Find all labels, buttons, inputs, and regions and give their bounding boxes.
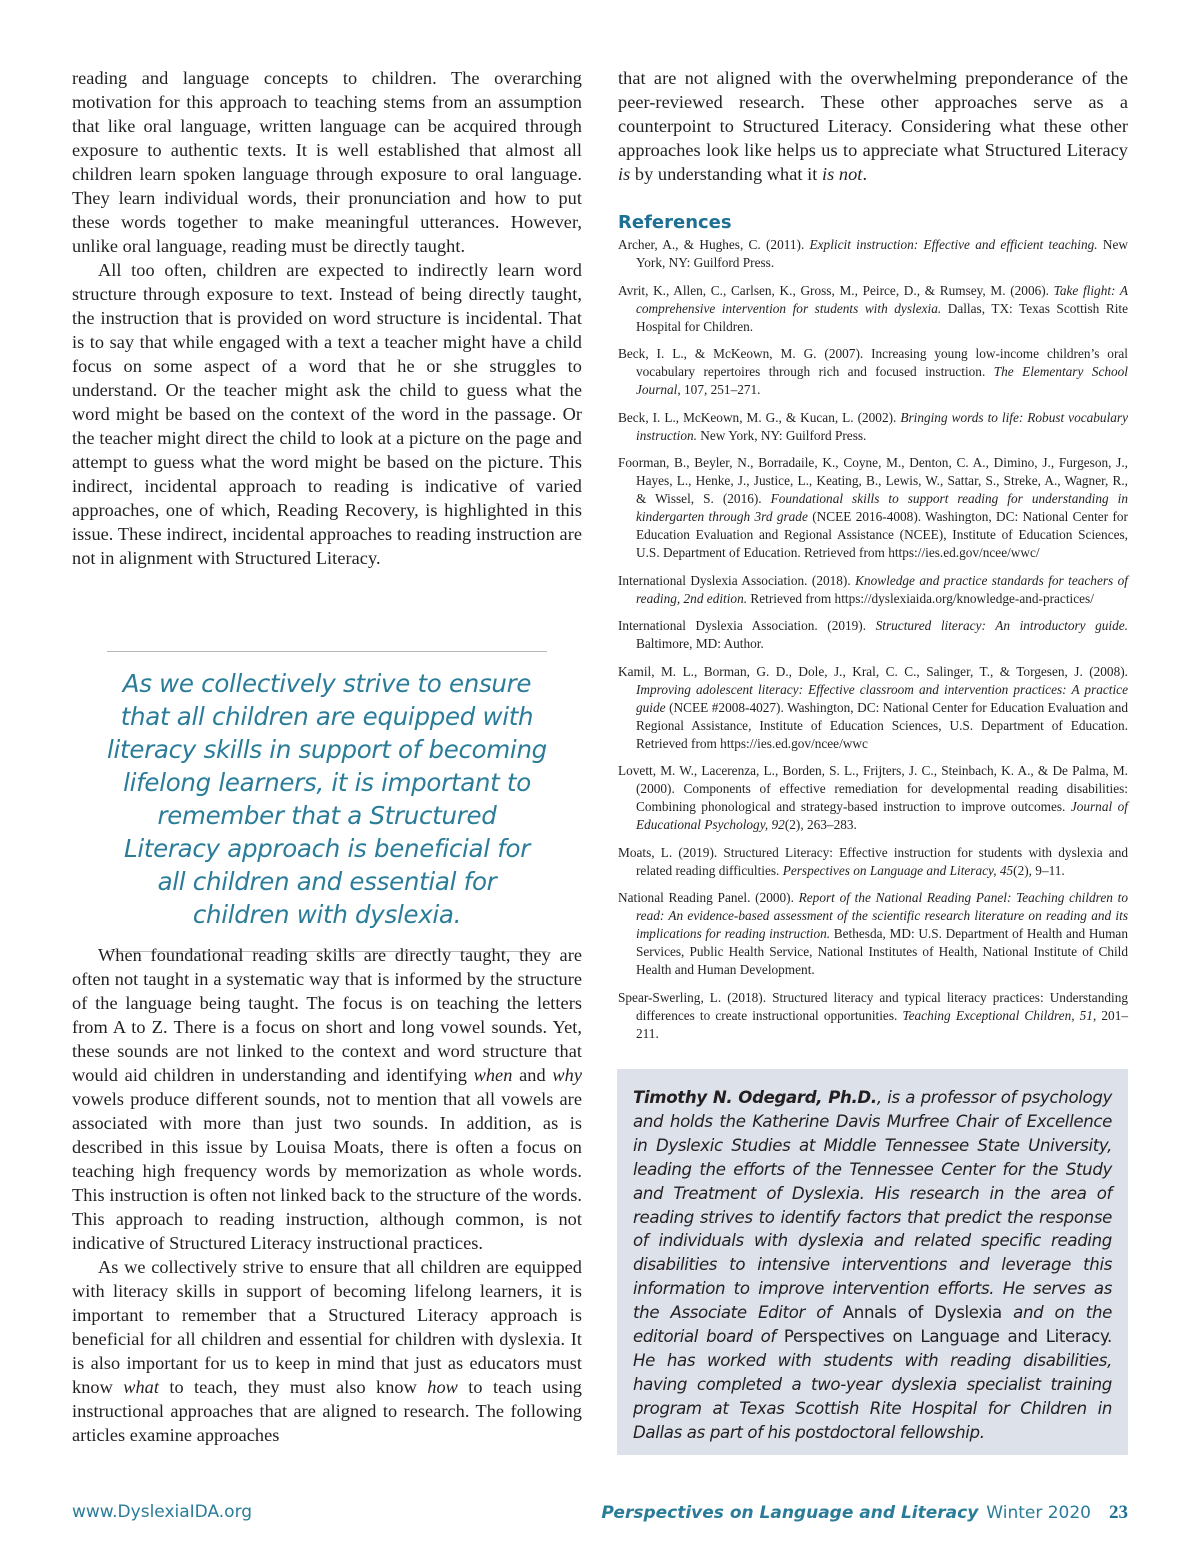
left-column [72,66,582,570]
pull-quote [107,651,547,952]
references-list [618,236,1128,1052]
footer-journal-title: Perspectives on Language and Literacy [601,1503,979,1523]
footer-website: www.DyslexiaIDA.org [72,1502,253,1522]
reference-entry: International Dyslexia Association. (2019). Structured literacy: An introductory guide. Baltimore, MD: Author. [618,618,1128,651]
reference-entry: Spear-Swerling, L. (2018). Structured literacy and typical literacy practices: Understanding differences to create instructional opportunities. Teaching Exceptional Children, 51, 201–211. [618,989,1129,1041]
reference-entry: Beck, I. L., & McKeown, M. G. (2007). Increasing young low-income children’s oral vocabulary repertoires through rich and focused instruction. The Elementary School Journal, 107, 251–271. [618,346,1129,397]
footer-info [601,1502,1128,1524]
left-column-lower [72,943,582,1447]
reference-entry: Kamil, M. L., Borman, G. D., Dole, J., Kral, C. C., Salinger, T., & Torgesen, J. (2008). Improving adolescent literacy: Effective classroom and intervention practices: A practice guide (NCEE #2008-4027). Washington, DC: National Center for Education Evaluation and Regional Assistance, Institute of Education Sciences, U.S. Department of Education. Retrieved from https://ies.ed.gov/ncee/wwc [618,663,1128,751]
body-paragraph: that are not aligned with the overwhelming preponderance of the peer-reviewed research. These other approaches serve as a counterpoint to Structured Literacy. Considering what these other approaches look like helps us to appreciate what Structured Literacy is by understanding what it is not. [618,68,1128,184]
body-paragraph: As we collectively strive to ensure that all children are equipped with literacy skills in support of becoming lifelong learners, it is important to remember that a Structured Literacy approach is beneficial for all children and essential for children with dyslexia. It is also important for us to keep in mind that just as educators must know what to teach, they must also know how to teach using instructional approaches that are aligned to research. The following articles examine approaches [72,1257,582,1445]
body-paragraph: All too often, children are expected to indirectly learn word structure through exposure to text. Instead of being directly taught, the instruction that is provided on word structure is incidental. That is to say that while engaged with a text a teacher might have a child focus on some aspect of a word that he or she struggles to understand. Or the teacher might ask the child to guess what the word might be based on the context of the word in the passage. Or the teacher might direct the child to look at a picture on the page and attempt to guess what the word might be based on the picture. This indirect, incidental approach to reading is indicative of varied approaches, one of which, Reading Recovery, is highlighted in this issue. These indirect, incidental approaches to reading instruction are not in alignment with Structured Literacy. [72,260,582,568]
reference-entry: International Dyslexia Association. (2018). Knowledge and practice standards for teachers of reading, 2nd edition. Retrieved from https://dyslexiaida.org/knowledge-and-practices/ [618,572,1128,606]
footer-season: Winter 2020 [986,1503,1091,1523]
reference-entry: Beck, I. L., McKeown, M. G., & Kucan, L. (2002). Bringing words to life: Robust vocabulary instruction. New York, NY: Guilford Press. [618,409,1128,443]
right-column [618,66,1129,1041]
reference-entry: Moats, L. (2019). Structured Literacy: Effective instruction for students with dyslexia and related reading difficulties. Perspectives on Language and Literacy, 45(2), 9–11. [618,844,1128,878]
body-paragraph: reading and language concepts to children. The overarching motivation for this approach to teaching stems from an assumption that like oral language, written language can be acquired through exposure to authentic texts. It is well established that almost all children learn spoken language through exposure to oral language. They learn individual words, their pronunciation and how to put these words together to make meaningful utterances. However, unlike oral language, reading must be directly taught. [72,68,582,256]
reference-entry: Lovett, M. W., Lacerenza, L., Borden, S. L., Frijters, J. C., Steinbach, K. A., & De Palma, M. (2000). Components of effective remediation for developmental reading disabilities: Combining phonological and strategy-based instruction to improve outcomes. Journal of Educational Psychology, 92(2), 263–283. [618,763,1128,832]
references-heading: References [618,212,732,233]
reference-entry: Foorman, B., Beyler, N., Borradaile, K., Coyne, M., Denton, C. A., Dimino, J., Furgeson, J., Hayes, L., Henke, J., Justice, L., Keating, B., Lewis, W., Sattar, S., Streke, A., Wagner, R., & Wissel, S. (2016). Foundational skills to support reading for understanding in kindergarten through 3rd grade (NCEE 2016-4008). Washington, DC: National Center for Education Evaluation and Regional Assistance (NCEE), Institute of Education Sciences, U.S. Department of Education. Retrieved from https://ies.ed.gov/ncee/wwc/ [618,455,1128,560]
reference-entry: National Reading Panel. (2000). Report of the National Reading Panel: Teaching children to read: An evidence-based assessment of the scientific research literature on reading and its implications for reading instruction. Bethesda, MD: U.S. Department of Health and Human Services, Public Health Service, National Institutes of Health, National Institute of Child Health and Human Development. [618,890,1128,977]
author-bio-text: Timothy N. Odegard, Ph.D., is a professor of psychology and holds the Katherine Davis Murfree Chair of Excellence in Dyslexic Studies at Middle Tennessee State University, leading the efforts of the Tennessee Center for the Study and Treatment of Dyslexia. His research in the area of reading strives to identify factors that predict the response of individuals with dyslexia and related specific reading disabilities to intensive interventions and leverage this information to improve intervention efforts. He serves as the Associate Editor of Annals of Dyslexia and on the editorial board of Perspectives on Language and Literacy. He has worked with students with reading disabilities, having completed a two-year dyslexia specialist training program at Texas Scottish Rite Hospital for Children in Dallas as part of his postdoctoral fellowship. [633,1088,1112,1442]
pull-quote-text: As we collectively strive to ensure that all children are equipped with literacy skills in support of becoming lifelong learners, it is important to remember that a Structured Literacy approach is beneficial for all children and essential for children with dyslexia. [107,669,547,929]
author-name: Timothy N. Odegard, Ph.D. [633,1088,877,1107]
author-bio-box [617,1069,1128,1455]
reference-entry: Archer, A., & Hughes, C. (2011). Explicit instruction: Effective and efficient teaching. New York, NY: Guilford Press. [618,237,1128,270]
body-paragraph: When foundational reading skills are directly taught, they are often not taught in a systematic way that is informed by the structure of the language being taught. The focus is on teaching the letters from A to Z. There is a focus on short and long vowel sounds. Yet, these sounds are not linked to the context and word structure that would aid children in understanding and identifying when and why vowels produce different sounds, not to mention that all vowels are associated with more than just two sounds. In addition, as is described in this issue by Louisa Moats, there is often a focus on teaching high frequency words by memorization as whole words. This instruction is often not linked back to the structure of the words. This approach to reading instruction, although common, is not indicative of Structured Literacy instructional practices. [72,945,582,1253]
reference-entry: Avrit, K., Allen, C., Carlsen, K., Gross, M., Peirce, D., & Rumsey, M. (2006). Take flight: A comprehensive intervention for students with dyslexia. Dallas, TX: Texas Scottish Rite Hospital for Children. [618,282,1129,334]
page-number: 23 [1109,1502,1128,1523]
